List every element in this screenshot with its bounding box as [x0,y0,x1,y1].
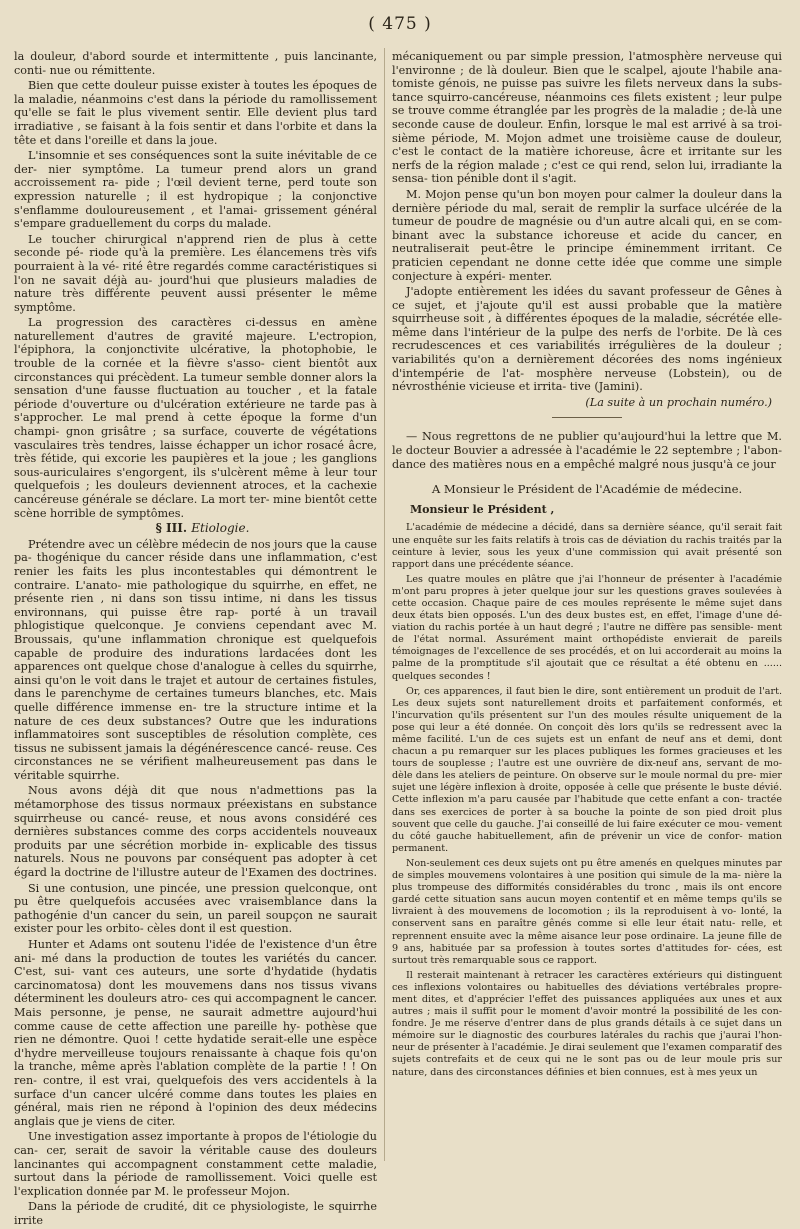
paragraph: Bien que cette douleur puisse exister à toutes les époques de la maladie, néanmoins c'est dans la période du ramollissement qu'elle se fait le plus vivement sentir. Elle devient plus tard irradiative , se faisant à la fois sentir et dans l'orbite et dans la tête et dans l'oreille et dans la joue. [14,79,377,147]
paragraph: Si une contusion, une pincée, une pression quelconque, ont pu être quelquefois accusées avec vraisemblance dans la pathogénie d'un cancer du sein, un pareil soupçon ne saurait exister pour les orbito- cèles dont il est question. [14,881,377,936]
paragraph: Le toucher chirurgical n'apprend rien de plus à cette seconde pé- riode qu'à la première. Les élancemens très vifs pourraient à la vé- rité être regardés comme caractéristiques si l'on ne savait déjà au- jourd'hui que plusieurs maladies de nature très différente peuvent aussi présenter le même symptôme. [14,232,377,314]
section-name: Etiologie. [191,521,250,536]
paragraph: J'adopte entièrement les idées du savant professeur de Gênes à ce sujet, et j'ajoute qu'il est aussi probable que la matière squirrheuse soit , à différentes époques de la maladie, sécrétée elle-même dans l'intérieur de la pulpe des nerfs de l'orbite. De là ces recrudescences et ces variabilités irrégulières de la douleur ; variabilités qu'on a dernièrement décorées des noms ingénieux d'intempérie de l'at- mosphère nerveuse (Lobstein), ou de névrosthénie vicieuse et irrita- tive (Jamini). [392,285,782,394]
letter-paragraph: L'académie de médecine a décidé, dans sa dernière séance, qu'il serait fait une enquête sur les faits relatifs à trois cas de déviation du rachis traités par la ceinture à levier, sous les yeux d'une commission qui avait présenté son rapport dans une précédente séance. [392,522,782,570]
paragraph: Prétendre avec un célèbre médecin de nos jours que la cause pa- thogénique du cancer réside dans une inflammation, c'est renier les faits les plus incontestables qui démontrent le contraire. L'anato- mie pathologique du squirrhe, en effet, ne présente rien , ni dans son tissu intime, ni dans les tissus environnans, qui puisse être rap- porté à un travail phlogistique quelconque. Je conviens cependant avec M. Broussais, qu'une inflammation chronique est quelquefois capable de produire des indurations lardacées dont les apparences ont quelque chose d'analogue à celles du squirrhe, ainsi qu'on le voit dans le trajet et autour de certaines fistules, dans le parenchyme de certaines tumeurs blanches, etc. Mais quelle différence immense en- tre la structure intime et la nature de ces deux substances? Outre que les indurations inflammatoires sont susceptibles de résolution complète, ces tissus ne subissent jamais la dégénérescence cancé- reuse. Ces circonstances ne se vérifient malheureusement pas dans le véritable squirrhe. [14,537,377,782]
letter-salutation: Monsieur le Président , [410,502,555,516]
letter-paragraph: Non-seulement ces deux sujets ont pu être amenés en quelques minutes par de simples mouvemens volontaires à une position qui simule de la ma- nière la plus trompeuse des difformités considérables du tronc , mais ils ont encore gardé cette situation sans aucun moyen contentif et en même temps qu'ils se livraient à des mouvemens de locomotion ; ils la reproduisent à vo- lonté, la conservent sans en paraître gênés comme si elle leur était natu- relle, et reprennent ensuite avec la même aisance leur pose ordinaire. La jeune fille de 9 ans, habituée par sa profession à toutes sortes d'attitudes for- cées, est surtout très remarquable sous ce rapport. [392,857,782,966]
divider [552,417,622,418]
continuation-note: (La suite à un prochain numéro.) [585,395,772,409]
column-rule [384,48,385,1161]
paragraph: Nous avons déjà dit que nous n'admettions pas la métamorphose des tissus normaux préexistans en substance squirrheuse ou cancé- reuse, et nous avons considéré ces dernières substances comme des corps accidentels nouveaux produits par une sécrétion morbide in- explicable des tissus naturels. Nous ne pouvons par conséquent pas adopter à cet égard la doctrine de l'illustre auteur de l'Examen des doctrines. [14,784,377,880]
paragraph: Dans la période de crudité, dit ce physiologiste, le squirrhe irrite [14,1200,377,1227]
page-number: ( 475 ) [368,14,432,34]
paragraph: M. Mojon pense qu'un bon moyen pour calmer la douleur dans la dernière période du mal, serait de remplir la surface ulcérée de la tumeur de poudre de magnésie ou d'un autre alcali qui, en se com- binant avec la substance ichoreuse et acide du cancer, en neutraliserait peut-être le principe éminemment irritant. Ce praticien cependant ne donne cette idée que comme une simple conjecture à expéri- menter. [392,187,782,283]
section-heading [14,522,377,536]
paragraph: la douleur, d'abord sourde et intermittente , puis lancinante, conti- nue ou rémittente. [14,50,377,77]
paragraph: L'insomnie et ses conséquences sont la suite inévitable de ce der- nier symptôme. La tumeur prend alors un grand accroissement ra- pide ; l'œil devient terne, perd toute son expression naturelle ; il est hydropique ; la conjonctive s'enflamme douloureusement , et l'amai- grissement général s'empare graduellement du corps du malade. [14,149,377,231]
letter-paragraph: Or, ces apparences, il faut bien le dire, sont entièrement un produit de l'art. Les deux sujets sont naturellement droits et parfaitement conformés, et l'incurvation qu'ils présentent sur l'un des moules résulte uniquement de la pose qui leur a été donnée. On conçoit dès lors qu'ils se redressent avec la même facilité. L'un de ces sujets est un enfant de neuf ans et demi, dont chacun a pu remarquer sur les places publiques les formes gracieuses et les tours de souplesse ; l'autre est une ouvrière de dix-neuf ans, servant de mo- dèle dans les ateliers de peinture. On observe sur le moule normal du pre- mier sujet une légère inflexion à droite, opposée à celle que présente le buste dévié. Cette inflexion m'a paru causée par l'habitude que cette enfant a con- tractée dans ses exercices de porter à sa bouche la pointe de son pied droit plus souvent que celle du gauche. J'ai conseillé de lui faire exécuter ce mou- vement du côté gauche habituellement, afin de prévenir un vice de confor- mation permanent. [392,685,782,854]
paragraph: Hunter et Adams ont soutenu l'idée de l'existence d'un être ani- mé dans la production de toutes les variétés du cancer. C'est, sui- vant ces auteurs, une sorte d'hydatide (hydatis carcinomatosa) dont les mouvemens dans nos tissus vivans déterminent les douleurs atro- ces qui accompagnent le cancer. Mais personne, je pense, ne saurait admettre aujourd'hui comme cause de cette affection une pareille hy- pothèse que rien ne démontre. Quoi ! cette hydatide serait-elle une espèce d'hydre merveilleuse toujours renaissante à chaque fois qu'on la tranche, même après l'ablation complète de la partie ! ! On ren- contre, il est vrai, quelquefois des vers accidentels à la surface d'un cancer ulcéré comme dans toutes les plaies en général, mais rien ne répond à l'opinion des deux médecins anglais que je viens de citer. [14,938,377,1128]
left-column [14,50,377,1229]
letter-title: A Monsieur le Président de l'Académie de médecine. [431,482,743,497]
paragraph: Une investigation assez importante à propos de l'étiologie du can- cer, serait de savoir la véritable cause des douleurs lancinantes qui accompagnent constamment cette maladie, surtout dans la période de ramollissement. Voici quelle est l'explication donnée par M. le professeur Mojon. [14,1130,377,1198]
paragraph: mécaniquement ou par simple pression, l'atmosphère nerveuse qui l'environne ; de là douleur. Bien que le scalpel, ajoute l'habile ana- tomiste génois, ne puisse pas suivre les filets nerveux dans la subs- tance squirro-cancéreuse, néanmoins ces filets existent ; leur pulpe se trouve comme étranglée par les progrès de la maladie ; de-là une seconde cause de douleur. Enfin, lorsque le mal est arrivé à sa troi- sième période, M. Mojon admet une troisième cause de douleur, c'est le contact de la matière ichoreuse, âcre et irritante sur les nerfs de la région malade ; c'est ce qui rend, selon lui, irradiante la sensa- tion pénible dont il s'agit. [392,50,782,186]
letter-paragraph: Il resterait maintenant à retracer les caractères extérieurs qui distinguent ces inflexions volontaires ou habituelles des déviations vertébrales propre- ment dites, et d'apprécier l'effet des puissances appliquées aux unes et aux autres ; mais il suffit pour le moment d'avoir montré la possibilité de les con- fondre. Je me réserve d'entrer dans de plus grands détails à ce sujet dans un mémoire sur le diagnostic des courbures latérales du rachis que j'aurai l'hon- neur de présenter à l'académie. Je dirai seulement que l'examen comparatif des sujets contrefaits et de ceux qui ne le sont pas ou de leur moule pris sur nature, dans des circonstances définies et bien connues, est à mes yeux un [392,969,782,1078]
letter-paragraph: Les quatre moules en plâtre que j'ai l'honneur de présenter à l'académie m'ont paru propres à jeter quelque jour sur les questions graves soulevées à cette occasion. Chaque paire de ces moules représente le même sujet dans deux états bien opposés. L'un des deux bustes est, en effet, l'image d'une dé- viation du rachis portée à un haut degré ; l'autre ne diffère pas sensible- ment de l'état normal. Assurément maint orthopédiste envierait de pareils témoignages de l'excellence de ses procédés, et on lui accorderait au moins la palme de la promptitude s'il ajoutait que ce résultat a été obtenu en ...... quelques secondes ! [392,573,782,682]
right-column [392,50,782,1082]
editorial-notice: — Nous regrettons de ne publier qu'aujourd'hui la lettre que M. le docteur Bouvier a adressée à l'académie le 22 septembre ; l'abon- dance des matières nous en a empêché malgré nous jusqu'à ce jour [392,430,782,471]
paragraph: La progression des caractères ci-dessus en amène naturellement d'autres de gravité majeure. L'ectropion, l'épiphora, la conjonctivite ulcérative, la photophobie, le trouble de la cornée et la fièvre s'asso- cient bientôt aux circonstances qui précèdent. La tumeur semble donner alors la sensation d'une fausse fluctuation au toucher , et la fatale période d'ouverture ou d'ulcération extérieure ne tarde pas à s'approcher. Le mal prend à cette époque la forme d'un champi- gnon grisâtre ; sa surface, couverte de végétations vasculaires très tendres, laisse échapper un ichor rosacé âcre, très fétide, qui excorie les paupières et la joue ; les ganglions sous-auriculaires s'engorgent, ils s'ulcèrent même à leur tour quelquefois ; les douleurs deviennent atroces, et la cachexie cancéreuse générale se déclare. La mort ter- mine bientôt cette scène horrible de symptômes. [14,316,377,520]
letter-body [392,522,782,1078]
section-number: § III. [155,521,188,536]
